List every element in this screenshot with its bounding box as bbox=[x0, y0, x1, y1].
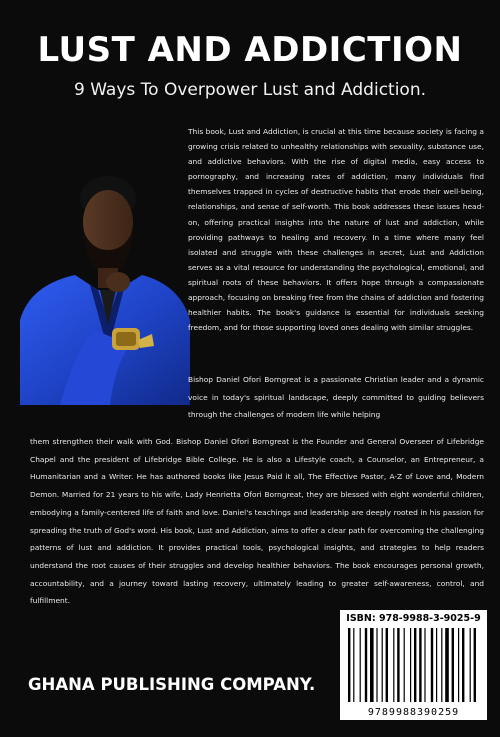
barcode bbox=[348, 628, 479, 702]
barcode-bar bbox=[470, 628, 471, 702]
publisher-name: GHANA PUBLISHING COMPANY. bbox=[28, 675, 316, 694]
barcode-bar bbox=[436, 628, 437, 702]
barcode-bar bbox=[370, 628, 374, 702]
barcode-bar bbox=[452, 628, 454, 702]
book-title: LUST AND ADDICTION bbox=[37, 30, 463, 70]
barcode-bar bbox=[382, 628, 383, 702]
barcode-bar bbox=[397, 628, 399, 702]
author-bio-intro: Bishop Daniel Ofori Borngreat is a passionate Christian leader and a dynamic voice in today's spiritual landscape, deeply committed to guiding believers through the challenges of modern life while helping bbox=[188, 375, 484, 419]
barcode-bar bbox=[404, 628, 405, 702]
barcode-bar bbox=[414, 628, 416, 702]
book-subtitle: 9 Ways To Overpower Lust and Addiction. bbox=[73, 80, 427, 100]
barcode-bar bbox=[419, 628, 421, 702]
barcode-bar bbox=[441, 628, 442, 702]
book-description: This book, Lust and Addiction, is crucial at this time because society is facing a growing crisis related to unhealthy relationships with sexuality, substance use, and addictive behaviors. With the rise of digital media, easy access to pornography, and increasing rates of addiction, many individuals find themselves trapped in cycles of destructive habits that erode their well-being, relationships, and sense of self-worth. This book addresses these issues head-on, offering practical insights into the nature of lust and addiction, while providing pathways to healing and recovery. In a time where many feel isolated and struggle with these challenges in secret, Lust and Addiction serves as a vital resource for understanding the psychological, emotional, and spiritual roots of these behaviors. It offers hope through a compassionate approach, focusing on breaking free from the chains of addiction and fostering healthier habits. The book's guidance is essential for individuals seeking freedom, and for those supporting loved ones dealing with similar struggles. bbox=[188, 127, 484, 333]
barcode-bar bbox=[474, 628, 476, 702]
barcode-bar bbox=[353, 628, 354, 702]
barcode-bar bbox=[365, 628, 367, 702]
barcode-bar bbox=[386, 628, 388, 702]
barcode-bar bbox=[376, 628, 377, 702]
barcode-bar bbox=[462, 628, 464, 702]
barcode-bar bbox=[410, 628, 411, 702]
barcode-bar bbox=[424, 628, 425, 702]
barcode-bar bbox=[360, 628, 361, 702]
author-bio: them strengthen their walk with God. Bishop Daniel Ofori Borngreat is the Founder and General Overseer of Lifebridge Chapel and the president of Lifebridge Bible College. He is also a Lifestyle coach, a Counselor, an Entrepreneur, a Humanitarian and a Writer. He has authored books like Jesus Paid it all, The Effective Pastor, A-Z of Love and, Modern Demon. Married for 21 years to his wife, Lady Henrietta Ofori Borngreat, they are blessed with eight wonderful children, embodying a family-centered life of faith and love. Daniel's teachings and leadership are deeply rooted in his passion for spreading the truth of God's word. His book, Lust and Addiction, aims to offer a clear path for overcoming the challenging patterns of lust and addiction. It provides practical tools, psychological insights, and strategies to help readers understand the root causes of their struggles and develop healthier behaviors. The book encourages personal growth, accountability, and a journey toward lasting recovery, ultimately leading to greater self-awareness, control, and fulfillment. bbox=[30, 437, 484, 606]
barcode-panel bbox=[340, 610, 487, 720]
barcode-bar bbox=[458, 628, 459, 702]
barcode-number: 9789988390259 bbox=[367, 707, 460, 718]
barcode-bar bbox=[445, 628, 449, 702]
author-portrait bbox=[20, 150, 190, 405]
barcode-bar bbox=[348, 628, 350, 702]
barcode-bar bbox=[393, 628, 394, 702]
isbn-label: ISBN: 978-9988-3-9025-9 bbox=[346, 613, 481, 624]
barcode-bar bbox=[431, 628, 433, 702]
